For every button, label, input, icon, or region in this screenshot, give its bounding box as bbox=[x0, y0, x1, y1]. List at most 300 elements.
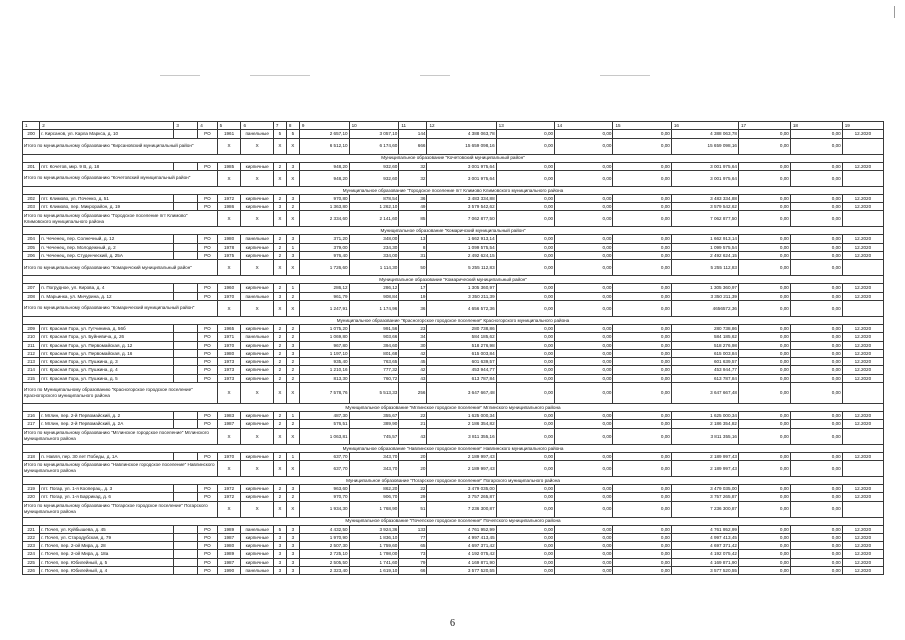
table-cell: Итого по муниципальному образованию "Кочетовский муниципальный район" bbox=[23, 170, 218, 186]
table-cell: 0,00 bbox=[555, 235, 613, 243]
table-cell: 932,60 bbox=[349, 162, 399, 170]
table-cell: 0,00 bbox=[496, 252, 554, 260]
table-cell: 0,00 bbox=[613, 341, 671, 349]
table-cell: 3 057,10 bbox=[349, 130, 399, 138]
table-cell: 0,00 bbox=[790, 211, 842, 227]
table-cell: 0,00 bbox=[555, 341, 613, 349]
table-cell: пгт. Красная Гора, ул. Гутчинина, д. 56б bbox=[40, 324, 174, 332]
table-cell: 348,00 bbox=[349, 235, 399, 243]
table-cell: 3 350 211,39 bbox=[671, 292, 738, 300]
table-cell: 0,00 bbox=[496, 493, 554, 501]
table-cell: Муниципальное образование "Мглинское городское поселение" Мглинского муниципального района bbox=[23, 404, 884, 412]
table-cell: 0,00 bbox=[496, 501, 554, 517]
table-row bbox=[23, 235, 884, 243]
table-cell: 0,00 bbox=[790, 292, 842, 300]
table-cell: 0,00 bbox=[555, 300, 613, 316]
table-cell bbox=[174, 292, 198, 300]
table-cell: Итого по муниципальному образованию "Комарический муниципальный район" bbox=[23, 300, 218, 316]
table-cell: X bbox=[273, 138, 286, 154]
table-cell: 2 bbox=[286, 420, 299, 428]
table-cell: 2 bbox=[286, 366, 299, 374]
table-cell: 2 bbox=[273, 452, 286, 460]
table-cell: панельные bbox=[241, 525, 273, 533]
table-cell: 3 bbox=[273, 542, 286, 550]
table-cell: X bbox=[217, 383, 241, 404]
table-cell: X bbox=[273, 428, 286, 444]
table-cell: 16 bbox=[671, 122, 738, 130]
table-cell: X bbox=[241, 170, 273, 186]
table-cell: 0,00 bbox=[613, 235, 671, 243]
table-row bbox=[23, 493, 884, 501]
table-cell: 22 bbox=[399, 412, 427, 420]
table-cell: 1 099 575,54 bbox=[671, 243, 738, 251]
table-cell: 0,00 bbox=[613, 460, 671, 476]
table-cell: 218 bbox=[23, 452, 40, 460]
table-cell: 45 bbox=[399, 358, 427, 366]
table-cell: X bbox=[286, 211, 299, 227]
table-cell: 0,00 bbox=[555, 383, 613, 404]
table-cell: 1 305 360,97 bbox=[427, 284, 496, 292]
table-cell: кирпичные bbox=[241, 358, 273, 366]
table-cell: Муниципальное образование "Почепское городское поселение" Почепского муниципального района bbox=[23, 517, 884, 525]
table-cell: 12.2020 bbox=[842, 252, 883, 260]
table-cell bbox=[174, 533, 198, 541]
table-cell: 2 505,50 bbox=[299, 558, 349, 566]
municipality-heading-row bbox=[23, 476, 884, 484]
table-cell: 379,00 bbox=[299, 243, 349, 251]
table-cell: 1 063,81 bbox=[299, 428, 349, 444]
table-cell: 5 bbox=[273, 525, 286, 533]
table-cell: 3 757 265,87 bbox=[427, 493, 496, 501]
table-cell: 1 305 360,97 bbox=[671, 284, 738, 292]
table-cell: 0,00 bbox=[790, 484, 842, 492]
table-cell: X bbox=[241, 428, 273, 444]
table-cell: Муниципальное образование "Комарический муниципальный район" bbox=[23, 276, 884, 284]
table-cell: X bbox=[241, 460, 273, 476]
table-cell: 2 bbox=[273, 284, 286, 292]
table-cell: 77 bbox=[399, 533, 427, 541]
table-cell: кирпичные bbox=[241, 252, 273, 260]
table-cell: 4 bbox=[198, 122, 217, 130]
table-cell: 21 bbox=[399, 420, 427, 428]
table-cell: 0,00 bbox=[496, 452, 554, 460]
table-cell: 15 bbox=[613, 122, 671, 130]
table-cell: 217 bbox=[23, 420, 40, 428]
table-cell: 211 bbox=[23, 341, 40, 349]
table-cell: РО bbox=[198, 284, 217, 292]
table-cell: 14 bbox=[555, 122, 613, 130]
table-cell: 3 479 035,00 bbox=[671, 484, 738, 492]
table-cell: 207 bbox=[23, 284, 40, 292]
table-cell: 0,00 bbox=[496, 130, 554, 138]
table-cell: 0,00 bbox=[613, 358, 671, 366]
table-cell: X bbox=[273, 383, 286, 404]
table-cell: 9 bbox=[299, 122, 349, 130]
table-cell: 1 759,60 bbox=[349, 542, 399, 550]
table-cell: 12.2020 bbox=[842, 558, 883, 566]
table-cell: 1 114,30 bbox=[349, 260, 399, 276]
table-cell: 7 236 300,87 bbox=[427, 501, 496, 517]
table-cell: 2 657,10 bbox=[299, 130, 349, 138]
table-cell: РО bbox=[198, 550, 217, 558]
table-cell: 51 bbox=[399, 501, 427, 517]
table-cell: 1960 bbox=[217, 284, 241, 292]
municipality-heading-row bbox=[23, 227, 884, 235]
table-cell: 12.2020 bbox=[842, 324, 883, 332]
table-cell: 3 647 667,48 bbox=[671, 383, 738, 404]
table-cell: 0,00 bbox=[613, 162, 671, 170]
table-cell: 637,70 bbox=[299, 452, 349, 460]
table-cell: 0,00 bbox=[613, 170, 671, 186]
table-cell: РО bbox=[198, 493, 217, 501]
table-cell: 0,00 bbox=[613, 260, 671, 276]
table-cell: 0,00 bbox=[790, 558, 842, 566]
table-cell: кирпичные bbox=[241, 284, 273, 292]
table-cell: 3 001 975,64 bbox=[671, 162, 738, 170]
table-cell: 0,00 bbox=[555, 428, 613, 444]
table-cell: кирпичные bbox=[241, 341, 273, 349]
scan-artifact-line bbox=[250, 75, 310, 76]
table-cell: 2 bbox=[273, 333, 286, 341]
table-cell: 1 247,91 bbox=[299, 300, 349, 316]
table-cell: 2 bbox=[286, 493, 299, 501]
table-cell: 12.2020 bbox=[842, 130, 883, 138]
table-cell bbox=[174, 252, 198, 260]
table-cell: 20 bbox=[399, 460, 427, 476]
table-cell: 0,00 bbox=[738, 452, 790, 460]
table-cell: 0,00 bbox=[496, 333, 554, 341]
table-cell: РО bbox=[198, 162, 217, 170]
table-cell: 12.2020 bbox=[842, 374, 883, 382]
table-cell: 0,00 bbox=[790, 533, 842, 541]
table-cell: 0,00 bbox=[738, 366, 790, 374]
table-cell: 0,00 bbox=[496, 341, 554, 349]
table-cell: 0,00 bbox=[496, 284, 554, 292]
table-cell: Итого по муниципальному образованию "Комаричский муниципальный район" bbox=[23, 260, 218, 276]
table-cell: 2 bbox=[273, 341, 286, 349]
table-cell: 453 944,77 bbox=[427, 366, 496, 374]
table-cell: 1 798,00 bbox=[349, 550, 399, 558]
table-cell: 0,00 bbox=[613, 428, 671, 444]
table-cell: 0,00 bbox=[496, 383, 554, 404]
table-cell: 0,00 bbox=[613, 533, 671, 541]
table-cell: 1989 bbox=[217, 550, 241, 558]
table-cell: 15 659 098,16 bbox=[671, 138, 738, 154]
table-cell: 0,00 bbox=[738, 252, 790, 260]
table-cell: 222 bbox=[23, 533, 40, 541]
table-row bbox=[23, 452, 884, 460]
table-cell bbox=[174, 484, 198, 492]
table-cell: 0,00 bbox=[496, 358, 554, 366]
table-cell: 745,57 bbox=[349, 428, 399, 444]
table-cell: пгт. Красная Гора, ул. Первомайская, д. 16 bbox=[40, 349, 174, 357]
table-cell: 0,00 bbox=[613, 203, 671, 211]
table-cell: 206 bbox=[23, 252, 40, 260]
table-cell: кирпичные bbox=[241, 374, 273, 382]
table-row bbox=[23, 324, 884, 332]
table-cell: 5 bbox=[217, 122, 241, 130]
table-cell bbox=[174, 412, 198, 420]
table-cell: г. Кирсанов, ул. Карла Маркса, д. 10 bbox=[40, 130, 174, 138]
table-cell: 1980 bbox=[217, 542, 241, 550]
table-cell: РО bbox=[198, 412, 217, 420]
table-row bbox=[23, 292, 884, 300]
table-cell: 23 bbox=[399, 324, 427, 332]
table-cell: кирпичные bbox=[241, 366, 273, 374]
table-cell: 205 bbox=[23, 243, 40, 251]
table-cell bbox=[842, 260, 883, 276]
table-cell: 1 625 000,34 bbox=[427, 412, 496, 420]
table-row bbox=[23, 130, 884, 138]
table-cell: 6 bbox=[241, 122, 273, 130]
table-cell: 0,00 bbox=[790, 349, 842, 357]
table-cell: 1 bbox=[286, 412, 299, 420]
table-cell: Муниципальное образование "Городское поселение пгт Климово Климовского муниципального района bbox=[23, 186, 884, 194]
scan-artifact-line bbox=[160, 75, 200, 76]
table-cell: X bbox=[217, 211, 241, 227]
table-cell: 4 997 413,45 bbox=[671, 533, 738, 541]
table-cell: 2 bbox=[273, 252, 286, 260]
table-cell: РО bbox=[198, 525, 217, 533]
table-cell: 20 bbox=[399, 452, 427, 460]
table-cell: 0,00 bbox=[790, 383, 842, 404]
table-cell bbox=[174, 130, 198, 138]
table-cell: 0,00 bbox=[790, 203, 842, 211]
table-cell: 3 bbox=[286, 567, 299, 575]
table-cell: 12.2020 bbox=[842, 243, 883, 251]
table-cell: 2 bbox=[286, 374, 299, 382]
table-cell: 0,00 bbox=[496, 292, 554, 300]
table-cell: 4 761 952,99 bbox=[427, 525, 496, 533]
table-cell: 2 bbox=[273, 374, 286, 382]
table-cell: 0,00 bbox=[496, 203, 554, 211]
table-cell: 213 bbox=[23, 358, 40, 366]
table-cell: 17 bbox=[738, 122, 790, 130]
table-cell: 0,00 bbox=[555, 558, 613, 566]
table-cell: 12.2020 bbox=[842, 567, 883, 575]
subtotal-row bbox=[23, 300, 884, 316]
housing-register-table bbox=[22, 121, 884, 575]
table-cell: 209 bbox=[23, 324, 40, 332]
table-row bbox=[23, 284, 884, 292]
table-cell: 0,00 bbox=[790, 333, 842, 341]
table-cell: 3 bbox=[174, 122, 198, 130]
table-cell: 0,00 bbox=[738, 260, 790, 276]
table-cell bbox=[842, 211, 883, 227]
table-cell: 3 924,36 bbox=[349, 525, 399, 533]
table-cell: 1 197,10 bbox=[299, 349, 349, 357]
table-cell: 967,80 bbox=[299, 341, 349, 349]
table-row bbox=[23, 542, 884, 550]
table-cell bbox=[174, 162, 198, 170]
table-cell: 389,90 bbox=[349, 420, 399, 428]
table-cell: РО bbox=[198, 252, 217, 260]
table-cell: 932,60 bbox=[349, 170, 399, 186]
table-cell: кирпичные bbox=[241, 452, 273, 460]
table-cell: 0,00 bbox=[496, 484, 554, 492]
table-cell: 2 bbox=[273, 484, 286, 492]
table-cell: 0,00 bbox=[555, 162, 613, 170]
table-cell: 0,00 bbox=[613, 300, 671, 316]
table-cell: 1 075,20 bbox=[299, 324, 349, 332]
table-cell: 19 bbox=[842, 122, 883, 130]
column-number-row bbox=[23, 122, 884, 130]
table-cell: 3 bbox=[286, 349, 299, 357]
table-cell: 5 bbox=[273, 130, 286, 138]
table-cell: 49 bbox=[399, 203, 427, 211]
table-cell: 0,00 bbox=[790, 428, 842, 444]
table-cell: 0,00 bbox=[496, 567, 554, 575]
table-cell: Итого по муниципальному образованию "Кирсановский муниципальный район" bbox=[23, 138, 218, 154]
table-cell: 18 bbox=[790, 122, 842, 130]
table-cell: панельные bbox=[241, 235, 273, 243]
table-cell: X bbox=[286, 428, 299, 444]
table-cell: 0,00 bbox=[555, 170, 613, 186]
table-cell: 12.2020 bbox=[842, 341, 883, 349]
table-cell: 0,00 bbox=[555, 452, 613, 460]
table-cell: X bbox=[273, 460, 286, 476]
table-cell: 3 bbox=[286, 525, 299, 533]
table-cell: РО bbox=[198, 484, 217, 492]
table-cell: РО bbox=[198, 194, 217, 202]
table-cell: 0,00 bbox=[496, 300, 554, 316]
table-cell: 0,00 bbox=[738, 567, 790, 575]
table-cell: 1987 bbox=[217, 533, 241, 541]
table-cell: 0,00 bbox=[790, 493, 842, 501]
table-cell: пгт. Красная Гора, ул. Буйневича, д. 26 bbox=[40, 333, 174, 341]
table-cell: 0,00 bbox=[738, 533, 790, 541]
table-cell: X bbox=[217, 460, 241, 476]
table-cell: 3 bbox=[286, 341, 299, 349]
table-cell: 0,00 bbox=[738, 194, 790, 202]
table-cell: 3 811 355,16 bbox=[427, 428, 496, 444]
table-cell: Итого по Муниципальному образованию "Красногорское городское поселение" Красногорского муниципального района bbox=[23, 383, 218, 404]
table-row bbox=[23, 366, 884, 374]
table-cell: панельные bbox=[241, 333, 273, 341]
table-cell: 813,30 bbox=[299, 374, 349, 382]
table-cell: 0,00 bbox=[555, 252, 613, 260]
table-cell: X bbox=[217, 300, 241, 316]
table-cell: 10 bbox=[349, 122, 399, 130]
table-cell: 1 210,16 bbox=[299, 366, 349, 374]
table-cell: 2 bbox=[286, 324, 299, 332]
table-cell: п. Чеченец, пер. Студенческий, д. 25А bbox=[40, 252, 174, 260]
table-cell: 0,00 bbox=[613, 558, 671, 566]
table-cell: 4 169 871,90 bbox=[427, 558, 496, 566]
table-cell: пгт. Красная Гора, ул. Пушкина, д. 4 bbox=[40, 366, 174, 374]
table-cell: 1 069,80 bbox=[299, 333, 349, 341]
table-cell: 970,80 bbox=[299, 194, 349, 202]
table-cell: 0,00 bbox=[555, 533, 613, 541]
table-cell: 1986 bbox=[217, 203, 241, 211]
table-cell: 0,00 bbox=[613, 292, 671, 300]
table-cell: 3 483 334,88 bbox=[671, 194, 738, 202]
table-cell: X bbox=[286, 501, 299, 517]
table-cell: 1985 bbox=[217, 162, 241, 170]
table-cell: 4 388 063,78 bbox=[427, 130, 496, 138]
scan-artifact-line bbox=[600, 75, 650, 76]
table-cell: 3 bbox=[286, 235, 299, 243]
table-cell: п. Чеченец, пер. Солнечный, д. 12 bbox=[40, 235, 174, 243]
table-cell: 234,30 bbox=[349, 243, 399, 251]
table-cell: 19 bbox=[399, 292, 427, 300]
table-cell: 0,00 bbox=[613, 130, 671, 138]
table-cell: 0,00 bbox=[790, 243, 842, 251]
table-cell: 5 255 112,83 bbox=[427, 260, 496, 276]
table-cell: 0,00 bbox=[613, 501, 671, 517]
table-cell: Муниципальное образование "Навлинское городское поселение" Навлинского муниципального района bbox=[23, 444, 884, 452]
table-cell: 4 697 371,42 bbox=[671, 542, 738, 550]
table-cell: 1 bbox=[286, 284, 299, 292]
table-cell: 1983 bbox=[217, 412, 241, 420]
table-cell: 216 bbox=[23, 412, 40, 420]
table-cell: Муниципальное образование "Красногорское городское поселение" Красногорского муниципального района bbox=[23, 316, 884, 324]
table-cell: 0,00 bbox=[555, 260, 613, 276]
table-cell: РО bbox=[198, 203, 217, 211]
table-cell: 518 276,98 bbox=[671, 341, 738, 349]
table-cell: 1973 bbox=[217, 358, 241, 366]
table-cell: 12.2020 bbox=[842, 525, 883, 533]
table-cell: 2 334,60 bbox=[299, 211, 349, 227]
table-cell: 0,00 bbox=[555, 292, 613, 300]
table-cell: 0,00 bbox=[738, 420, 790, 428]
table-cell: 1987 bbox=[217, 420, 241, 428]
table-cell bbox=[174, 452, 198, 460]
table-cell: 906,70 bbox=[349, 493, 399, 501]
table-cell: 0,00 bbox=[496, 324, 554, 332]
table-cell: 1972 bbox=[217, 493, 241, 501]
table-cell: РО bbox=[198, 130, 217, 138]
table-cell: 2 507,30 bbox=[299, 542, 349, 550]
table-cell: 343,70 bbox=[349, 460, 399, 476]
table-cell: 2 492 624,15 bbox=[427, 252, 496, 260]
table-cell bbox=[174, 525, 198, 533]
table-cell: 0,00 bbox=[555, 567, 613, 575]
table-cell: 2 bbox=[286, 292, 299, 300]
table-cell: 0,00 bbox=[738, 501, 790, 517]
table-cell: 2 186 354,82 bbox=[427, 420, 496, 428]
table-cell: 3 001 975,64 bbox=[427, 170, 496, 186]
table-cell: X bbox=[273, 170, 286, 186]
table-cell: 0,00 bbox=[790, 130, 842, 138]
table-cell: кирпичные bbox=[241, 243, 273, 251]
table-cell: РО bbox=[198, 333, 217, 341]
table-cell: 3 bbox=[273, 203, 286, 211]
table-cell: 12.2020 bbox=[842, 493, 883, 501]
table-cell: X bbox=[273, 260, 286, 276]
table-cell: 0,00 bbox=[738, 341, 790, 349]
table-cell: 0,00 bbox=[613, 333, 671, 341]
table-cell: 3 bbox=[286, 533, 299, 541]
table-cell: 2 189 997,43 bbox=[427, 460, 496, 476]
table-cell: X bbox=[241, 211, 273, 227]
table-cell: 0,00 bbox=[790, 366, 842, 374]
table-cell: пгт. Красная Гора, ул. Пушкина, д. 5 bbox=[40, 374, 174, 382]
table-cell: 935,40 bbox=[299, 358, 349, 366]
table-row bbox=[23, 420, 884, 428]
table-cell: 615 003,84 bbox=[671, 349, 738, 357]
table-cell: 584 185,62 bbox=[671, 333, 738, 341]
table-cell: 0,00 bbox=[496, 260, 554, 276]
table-cell: 3 bbox=[286, 558, 299, 566]
table-cell: 0,00 bbox=[613, 374, 671, 382]
table-cell: 0,00 bbox=[555, 358, 613, 366]
table-cell: 615 003,84 bbox=[427, 349, 496, 357]
table-cell: кирпичные bbox=[241, 324, 273, 332]
table-cell: X bbox=[286, 460, 299, 476]
table-cell: 0,00 bbox=[790, 412, 842, 420]
table-cell: 7 062 877,50 bbox=[427, 211, 496, 227]
